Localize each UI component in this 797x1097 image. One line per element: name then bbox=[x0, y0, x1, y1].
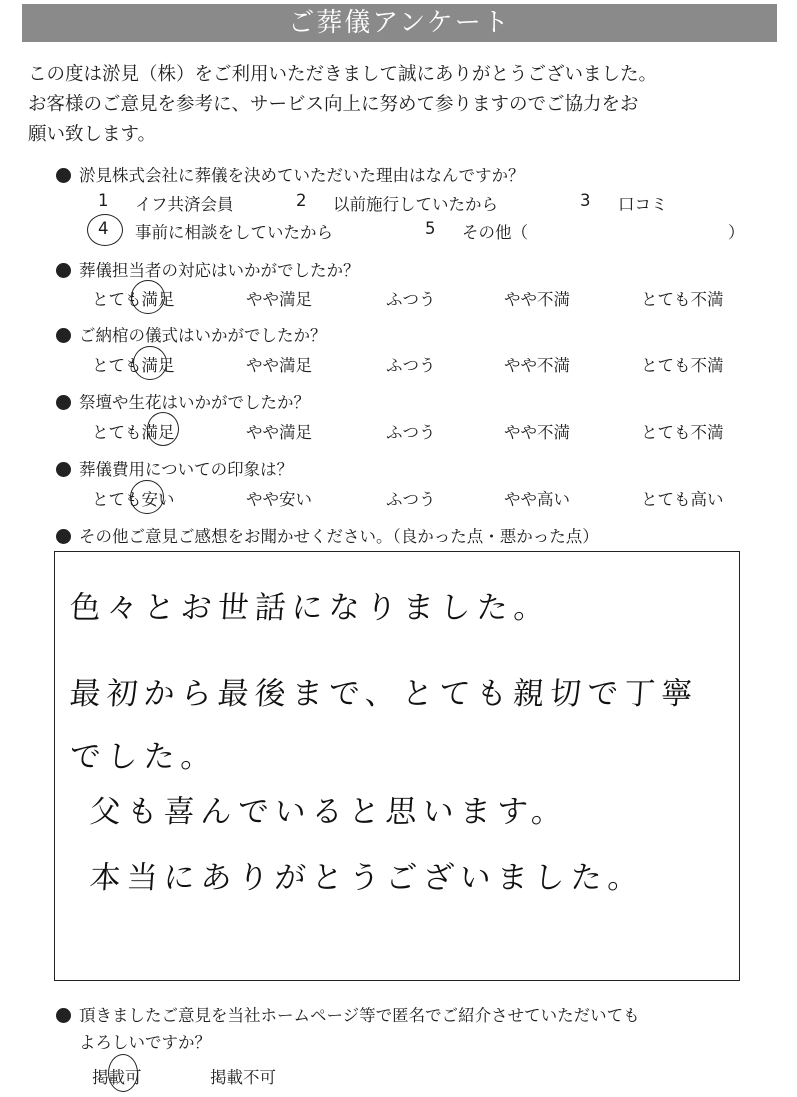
option-label: ふつう bbox=[386, 423, 436, 442]
option-label: 口コミ bbox=[618, 195, 668, 214]
option-label: イフ共済会員 bbox=[135, 195, 234, 214]
option-label: やや不満 bbox=[504, 356, 570, 375]
option-label: とても不満 bbox=[641, 356, 724, 375]
question-4 bbox=[56, 389, 776, 413]
option-label: 掲載可 bbox=[92, 1068, 142, 1087]
bullet-icon bbox=[56, 328, 71, 343]
option-number: 2 bbox=[296, 191, 307, 210]
selection-circle bbox=[108, 1054, 138, 1092]
question-6 bbox=[56, 523, 776, 547]
option-label: とても満足 bbox=[92, 356, 175, 375]
intro-text bbox=[28, 60, 778, 150]
option-label: 以前施行していたから bbox=[333, 195, 498, 214]
question-text: 葬儀費用についての印象は？ bbox=[79, 460, 294, 479]
option-label: その他（ bbox=[462, 223, 528, 242]
question-text: 頂きましたご意見を当社ホームページ等で匿名でご紹介させていただいても bbox=[79, 1006, 640, 1025]
question-5 bbox=[56, 456, 776, 480]
option-label: やや満足 bbox=[246, 356, 312, 375]
comment-line: 色々とお世話になりました。 bbox=[68, 590, 553, 626]
option-label: とても不満 bbox=[641, 423, 724, 442]
comment-line: 父も喜んでいると思います。 bbox=[88, 794, 570, 830]
bullet-icon bbox=[56, 395, 71, 410]
selection-circle bbox=[87, 214, 123, 246]
comment-line: でした。 bbox=[68, 739, 220, 775]
question-text: ご納棺の儀式はいかがでしたか？ bbox=[79, 326, 327, 345]
option-label: 掲載不可 bbox=[210, 1068, 276, 1087]
bullet-icon bbox=[56, 462, 71, 477]
comment-line: 本当にありがとうございました。 bbox=[88, 860, 647, 896]
option-label: ふつう bbox=[386, 290, 436, 309]
option-label: やや高い bbox=[504, 490, 570, 509]
question-1 bbox=[56, 162, 776, 186]
selection-circle bbox=[147, 412, 179, 446]
question-text: その他ご意見ご感想をお聞かせください。（良かった点・悪かった点） bbox=[79, 527, 599, 546]
bullet-icon bbox=[56, 168, 71, 183]
option-label: とても満足 bbox=[92, 290, 175, 309]
option-number: 1 bbox=[98, 191, 109, 210]
question-2 bbox=[56, 257, 776, 281]
selection-circle bbox=[133, 346, 167, 380]
option-number: 5 bbox=[425, 219, 436, 238]
survey-title: ご葬儀アンケート bbox=[22, 4, 777, 42]
intro-line: この度は淤見（株）をご利用いただきまして誠にありがとうございました。 bbox=[28, 64, 658, 85]
option-label: とても安い bbox=[92, 490, 175, 509]
intro-line: お客様のご意見を参考に、サービス向上に努めて参りますのでご協力をお bbox=[28, 94, 639, 115]
option-number: 3 bbox=[580, 191, 591, 210]
option-label: とても不満 bbox=[641, 290, 724, 309]
option-label: やや満足 bbox=[246, 423, 312, 442]
option-label: やや不満 bbox=[504, 290, 570, 309]
option-label: やや満足 bbox=[246, 290, 312, 309]
question-3 bbox=[56, 322, 776, 346]
question-7-cont bbox=[79, 1029, 797, 1053]
selection-circle bbox=[130, 480, 164, 514]
option-paren-close: ） bbox=[728, 223, 745, 242]
intro-line: 願い致します。 bbox=[28, 124, 157, 145]
question-text: よろしいですか？ bbox=[79, 1033, 211, 1052]
comment-line: 最初から最後まで、とても親切で丁寧 bbox=[68, 676, 700, 712]
option-label: ふつう bbox=[386, 356, 436, 375]
bullet-icon bbox=[56, 263, 71, 278]
question-7 bbox=[56, 1002, 776, 1026]
bullet-icon bbox=[56, 529, 71, 544]
question-text: 葬儀担当者の対応はいかがでしたか？ bbox=[79, 261, 360, 280]
option-label: やや不満 bbox=[504, 423, 570, 442]
question-text: 淤見株式会社に葬儀を決めていただいた理由はなんですか？ bbox=[79, 166, 525, 185]
selection-circle bbox=[131, 280, 165, 314]
bullet-icon bbox=[56, 1008, 71, 1023]
question-text: 祭壇や生花はいかがでしたか？ bbox=[79, 393, 310, 412]
option-label: とても満足 bbox=[92, 423, 175, 442]
option-label: 事前に相談をしていたから bbox=[135, 223, 333, 242]
option-number-selected: 4 bbox=[98, 219, 109, 238]
option-label: とても高い bbox=[641, 490, 724, 509]
option-label: やや安い bbox=[246, 490, 312, 509]
option-label: ふつう bbox=[386, 490, 436, 509]
